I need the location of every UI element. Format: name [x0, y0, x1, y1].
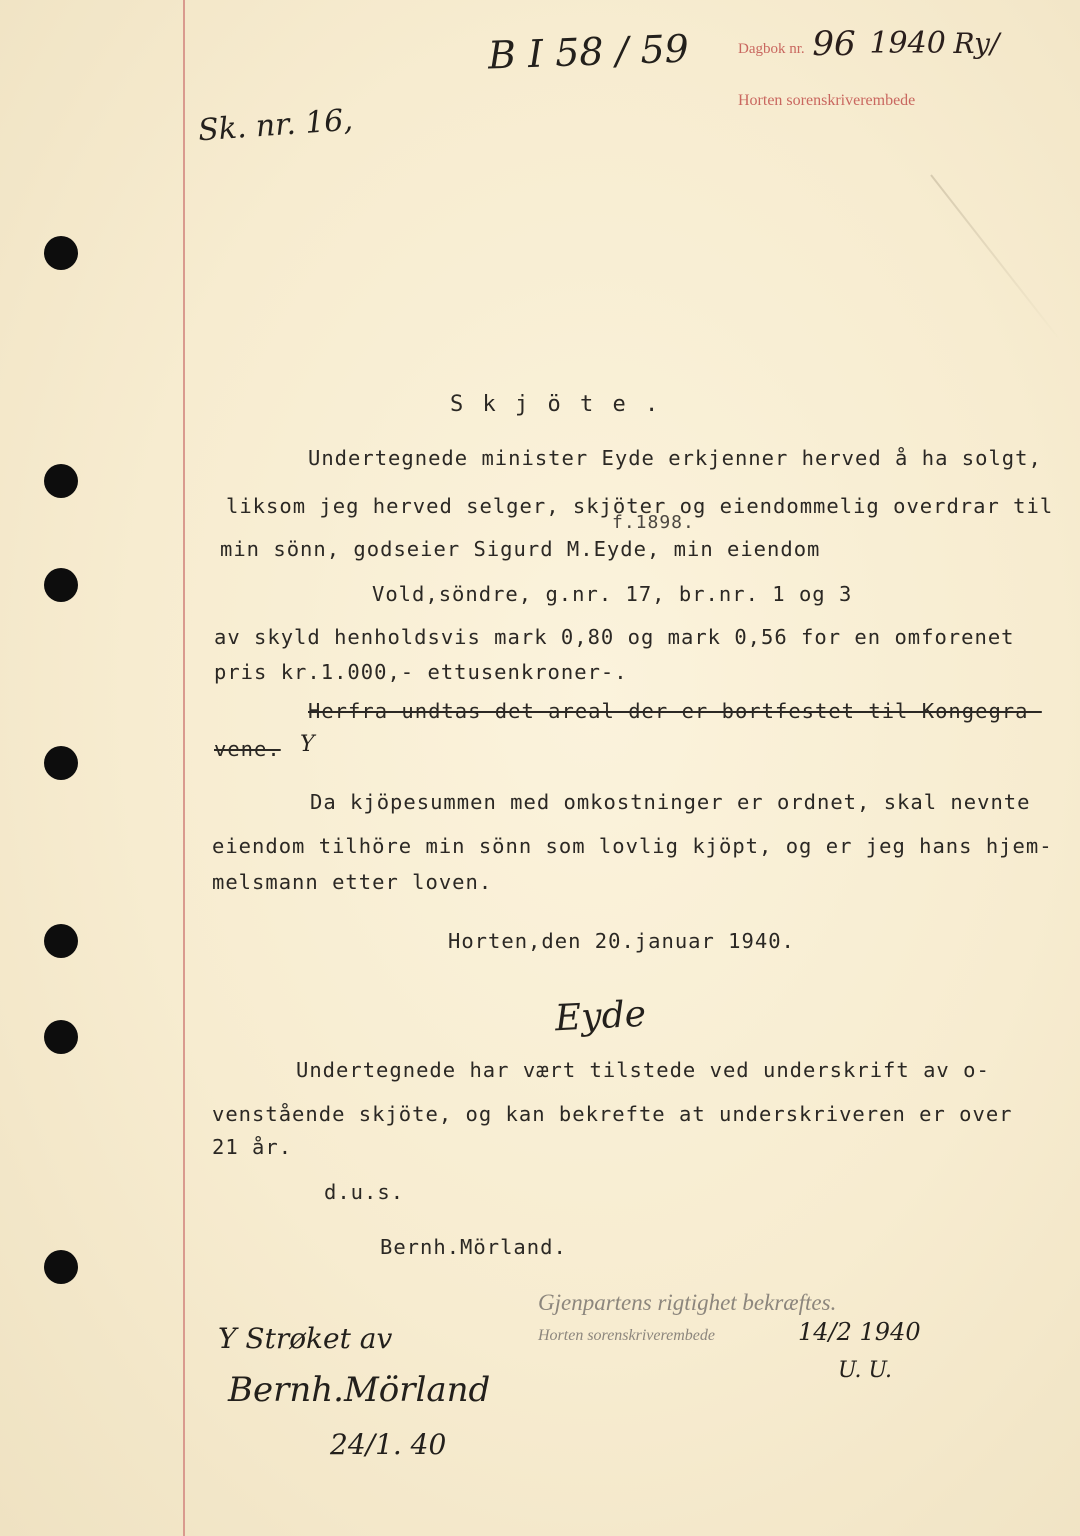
witness-name: Bernh.Mörland.	[380, 1235, 567, 1259]
punch-hole	[44, 1250, 78, 1284]
body-line: av skyld henholdsvis mark 0,80 og mark 0,56 for en omforenet	[214, 625, 1015, 649]
struck-line: Herfra undtas det areal der er bortfestet til Kongegra-	[308, 699, 1042, 723]
punch-hole	[44, 464, 78, 498]
bottom-note-name: Bernh.Mörland	[228, 1370, 491, 1410]
dagbok-suffix: Ry/	[953, 27, 1000, 60]
dagbok-stamp	[738, 22, 999, 62]
punch-hole	[44, 924, 78, 958]
dagbok-year: 1940	[869, 26, 946, 61]
punch-hole	[44, 568, 78, 602]
reference-number: B I 58 / 59	[487, 26, 690, 78]
struck-line: vene.	[214, 737, 281, 761]
witness-line: 21 år.	[212, 1135, 293, 1159]
insertion-mark: Y	[300, 732, 315, 757]
paper-fold-mark	[930, 174, 1061, 341]
office-stamp: Horten sorenskriverembede	[738, 92, 916, 109]
certification-initials: U. U.	[838, 1358, 893, 1383]
document-title: S k j ö t e .	[450, 392, 662, 417]
signature: Eyde	[553, 993, 647, 1040]
witness-line: Undertegnede har vært tilstede ved underskrift av o-	[296, 1058, 990, 1082]
dagbok-label: Dagbok nr.	[738, 41, 805, 57]
certification-stamp: Gjenpartens rigtighet bekræftes.	[538, 1290, 837, 1315]
property-line: Vold,söndre, g.nr. 17, br.nr. 1 og 3	[372, 582, 853, 606]
certification-date: 14/2 1940	[798, 1318, 921, 1346]
interlinear-note: f.1898.	[612, 512, 695, 533]
body-line: Undertegnede minister Eyde erkjenner herved å ha solgt,	[308, 446, 1042, 470]
body-line: liksom jeg herved selger, skjöter og eiendommelig overdrar til	[226, 494, 1054, 518]
dus-text: d.u.s.	[324, 1180, 405, 1204]
margin-rule	[183, 0, 185, 1536]
witness-line: venstående skjöte, og kan bekrefte at underskriveren er over	[212, 1102, 1013, 1126]
punch-hole	[44, 1020, 78, 1054]
certification-office: Horten sorenskriverembede	[538, 1327, 715, 1344]
place-date: Horten,den 20.januar 1940.	[448, 929, 795, 953]
punch-hole	[44, 746, 78, 780]
punch-hole	[44, 236, 78, 270]
body-line: melsmann etter loven.	[212, 870, 493, 894]
body-line: pris kr.1.000,- ettusenkroner-.	[214, 660, 628, 684]
dagbok-number: 96	[812, 24, 856, 64]
bottom-note: Y Strøket av	[218, 1322, 393, 1355]
bottom-note-date: 24/1. 40	[330, 1428, 447, 1461]
margin-note: Sk. nr. 16,	[196, 102, 354, 149]
body-line: Da kjöpesummen med omkostninger er ordnet, skal nevnte	[310, 790, 1031, 814]
body-line: eiendom tilhöre min sönn som lovlig kjöpt, og er jeg hans hjem-	[212, 834, 1053, 858]
body-line: min sönn, godseier Sigurd M.Eyde, min eiendom	[220, 537, 821, 561]
